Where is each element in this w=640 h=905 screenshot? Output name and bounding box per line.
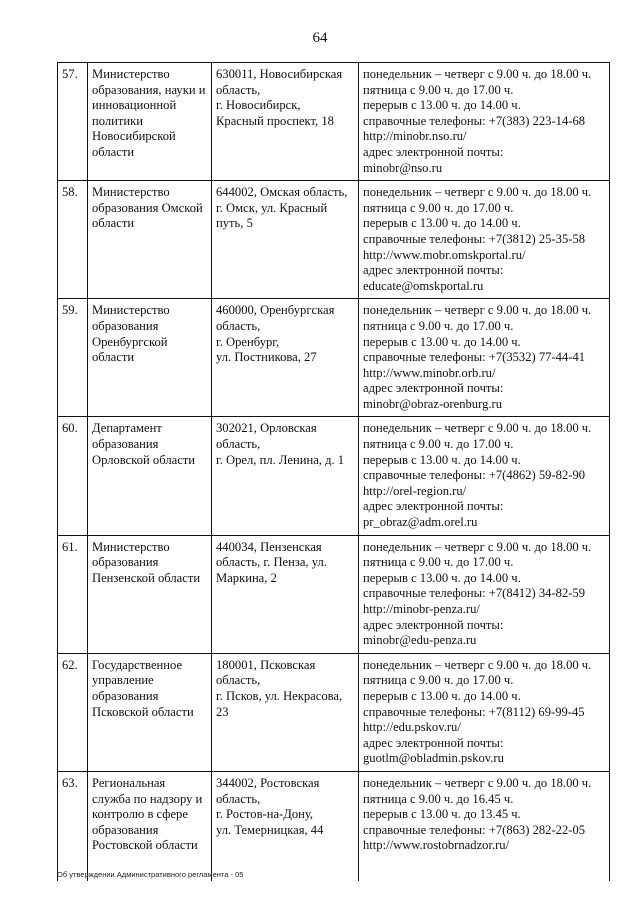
contact-info-line: minobr@edu-penza.ru	[363, 633, 477, 648]
organization-name-line: Новосибирской	[92, 129, 176, 144]
contact-info-line: guotlm@obladmin.pskov.ru	[363, 751, 504, 766]
organization-address-line: 23	[216, 704, 229, 719]
organization-address-line: Маркина, 2	[216, 570, 277, 585]
organization-name	[88, 63, 212, 181]
organization-name	[88, 771, 212, 881]
organization-address	[212, 653, 359, 771]
contact-info-line: http://www.rostobrnadzor.ru/	[363, 838, 510, 853]
table-row	[58, 653, 610, 771]
organization-name-line: Пензенской области	[92, 570, 201, 585]
organization-name-line: политики	[92, 113, 143, 128]
organization-address-line: г. Оренбург,	[216, 334, 280, 349]
organization-name-line: Региональная	[92, 775, 166, 790]
organization-address-line: 344002, Ростовская	[216, 775, 320, 790]
organization-name-line: контролю в сфере	[92, 807, 188, 822]
organization-name-line: инновационной	[92, 98, 177, 113]
organization-address-line: г. Орел, пл. Ленина, д. 1	[216, 452, 345, 467]
organization-address-line: 644002, Омская область,	[216, 185, 348, 200]
organization-address-line: ул. Постникова, 27	[216, 350, 317, 365]
contact-info-line: понедельник – четверг с 9.00 ч. до 18.00 ч.	[363, 775, 592, 790]
organization-name	[88, 535, 212, 653]
contact-info-line: адрес электронной почты:	[363, 735, 504, 750]
organization-name-line: Государственное	[92, 657, 183, 672]
organization-name-line: Департамент	[92, 421, 162, 436]
contact-info-line: адрес электронной почты:	[363, 144, 504, 159]
organization-address	[212, 63, 359, 181]
organization-name-line: образования	[92, 822, 159, 837]
organization-address-line: область,	[216, 673, 261, 688]
contact-info-line: адрес электронной почты:	[363, 381, 504, 396]
table-row	[58, 63, 610, 181]
organization-name-line: Министерство	[92, 539, 170, 554]
organization-name-line: Министерство	[92, 67, 170, 81]
organization-address-line: г. Псков, ул. Некрасова,	[216, 688, 343, 703]
contact-info-line: справочные телефоны: +7(8412) 34-82-59	[363, 586, 586, 601]
organization-address-line: область, г. Пенза, ул.	[216, 555, 327, 570]
contact-info-line: адрес электронной почты:	[363, 499, 504, 514]
table-row	[58, 181, 610, 299]
organization-name	[88, 299, 212, 417]
contact-info-line: пятница с 9.00 ч. до 17.00 ч.	[363, 673, 514, 688]
organization-address	[212, 299, 359, 417]
organization-address-line: 440034, Пензенская	[216, 539, 322, 554]
organization-name-line: образования	[92, 437, 159, 452]
contact-info-line: адрес электронной почты:	[363, 263, 504, 278]
row-number: 58.	[58, 181, 88, 299]
contact-info-line: пятница с 9.00 ч. до 17.00 ч.	[363, 437, 514, 452]
contact-info-line: перерыв с 13.00 ч. до 14.00 ч.	[363, 216, 521, 231]
table-row	[58, 417, 610, 535]
table-row	[58, 535, 610, 653]
organization-name-line: образования	[92, 555, 159, 570]
contact-info	[359, 299, 610, 417]
organization-name-line: области	[92, 350, 135, 365]
organization-address-line: 302021, Орловская	[216, 421, 317, 436]
organization-name-line: образования Омской	[92, 200, 203, 215]
contact-info-line: адрес электронной почты:	[363, 617, 504, 632]
organization-name-line: образования, науки и	[92, 82, 206, 97]
row-number: 63.	[58, 771, 88, 881]
contact-info-line: educate@omskportal.ru	[363, 278, 484, 293]
contact-info-line: перерыв с 13.00 ч. до 14.00 ч.	[363, 570, 521, 585]
organization-address-line: 460000, Оренбургская	[216, 303, 335, 318]
contact-info-line: справочные телефоны: +7(3532) 77-44-41	[363, 350, 586, 365]
row-number: 57.	[58, 63, 88, 181]
registry-table	[57, 62, 610, 881]
organization-name-line: области	[92, 216, 135, 231]
contact-info-line: пятница с 9.00 ч. до 16.45 ч.	[363, 791, 514, 806]
organization-address-line: г. Новосибирск,	[216, 98, 301, 113]
contact-info-line: понедельник – четверг с 9.00 ч. до 18.00 ч.	[363, 539, 592, 554]
row-number: 62.	[58, 653, 88, 771]
contact-info-line: http://minobr-penza.ru/	[363, 602, 480, 616]
contact-info-line: понедельник – четверг с 9.00 ч. до 18.00 ч.	[363, 303, 592, 318]
organization-address	[212, 771, 359, 881]
organization-address-line: ул. Темерницкая, 44	[216, 822, 324, 837]
contact-info-line: понедельник – четверг с 9.00 ч. до 18.00 ч.	[363, 657, 592, 672]
row-number: 59.	[58, 299, 88, 417]
table-row	[58, 299, 610, 417]
organization-name-line: Орловской области	[92, 452, 196, 467]
contact-info-line: pr_obraz@adm.orel.ru	[363, 515, 478, 530]
contact-info-line: перерыв с 13.00 ч. до 14.00 ч.	[363, 98, 521, 113]
row-number: 61.	[58, 535, 88, 653]
contact-info-line: перерыв с 13.00 ч. до 14.00 ч.	[363, 452, 521, 467]
organization-address	[212, 181, 359, 299]
organization-name	[88, 417, 212, 535]
organization-address-line: 180001, Псковская	[216, 657, 316, 672]
contact-info	[359, 535, 610, 653]
contact-info-line: пятница с 9.00 ч. до 17.00 ч.	[363, 555, 514, 570]
organization-name-line: образования	[92, 688, 159, 703]
organization-name-line: Министерство	[92, 185, 170, 200]
contact-info-line: понедельник – четверг с 9.00 ч. до 18.00 ч.	[363, 185, 592, 200]
organization-address-line: г. Ростов-на-Дону,	[216, 807, 314, 822]
contact-info-line: понедельник – четверг с 9.00 ч. до 18.00 ч.	[363, 421, 592, 436]
contact-info	[359, 653, 610, 771]
organization-name	[88, 181, 212, 299]
contact-info-line: перерыв с 13.00 ч. до 14.00 ч.	[363, 688, 521, 703]
contact-info	[359, 771, 610, 881]
row-number: 60.	[58, 417, 88, 535]
organization-name-line: Псковской области	[92, 704, 194, 719]
contact-info-line: пятница с 9.00 ч. до 17.00 ч.	[363, 318, 514, 333]
organization-address-line: 630011, Новосибирская	[216, 67, 343, 81]
organization-address-line: область,	[216, 437, 261, 452]
contact-info-line: http://edu.pskov.ru/	[363, 720, 461, 735]
contact-info-line: http://www.minobr.orb.ru/	[363, 365, 496, 380]
page-number: 64	[312, 30, 328, 46]
contact-info	[359, 417, 610, 535]
contact-info-line: пятница с 9.00 ч. до 17.00 ч.	[363, 82, 514, 97]
organization-name-line: Ростовской области	[92, 838, 198, 853]
organization-name-line: Министерство	[92, 303, 170, 318]
organization-address	[212, 417, 359, 535]
organization-address-line: область,	[216, 791, 261, 806]
organization-address-line: путь, 5	[216, 216, 253, 231]
organization-name-line: Оренбургской	[92, 334, 168, 349]
organization-name-line: области	[92, 144, 135, 159]
contact-info-line: справочные телефоны: +7(863) 282-22-05	[363, 822, 586, 837]
contact-info-line: справочные телефоны: +7(8112) 69-99-45	[363, 704, 585, 719]
organization-address-line: Красный проспект, 18	[216, 113, 334, 128]
contact-info-line: пятница с 9.00 ч. до 17.00 ч.	[363, 200, 514, 215]
organization-address-line: область,	[216, 318, 261, 333]
table-row	[58, 771, 610, 881]
organization-address-line: г. Омск, ул. Красный	[216, 200, 328, 215]
organization-name	[88, 653, 212, 771]
contact-info-line: справочные телефоны: +7(383) 223-14-68	[363, 113, 586, 128]
contact-info-line: понедельник – четверг с 9.00 ч. до 18.00 ч.	[363, 67, 592, 81]
footer-text: Об утверждении Административного регламента - 05	[57, 870, 244, 879]
organization-address-line: область,	[216, 82, 261, 97]
contact-info-line: http://minobr.nso.ru/	[363, 129, 467, 144]
contact-info-line: minobr@nso.ru	[363, 160, 443, 175]
contact-info	[359, 63, 610, 181]
organization-address	[212, 535, 359, 653]
organization-name-line: управление	[92, 673, 154, 688]
contact-info-line: minobr@obraz-orenburg.ru	[363, 396, 503, 411]
contact-info-line: http://www.mobr.omskportal.ru/	[363, 247, 526, 262]
contact-info	[359, 181, 610, 299]
contact-info-line: перерыв с 13.00 ч. до 14.00 ч.	[363, 334, 521, 349]
contact-info-line: http://orel-region.ru/	[363, 483, 467, 498]
contact-info-line: перерыв с 13.00 ч. до 13.45 ч.	[363, 807, 521, 822]
contact-info-line: справочные телефоны: +7(4862) 59-82-90	[363, 468, 586, 483]
organization-name-line: служба по надзору и	[92, 791, 203, 806]
contact-info-line: справочные телефоны: +7(3812) 25-35-58	[363, 231, 586, 246]
organization-name-line: образования	[92, 318, 159, 333]
